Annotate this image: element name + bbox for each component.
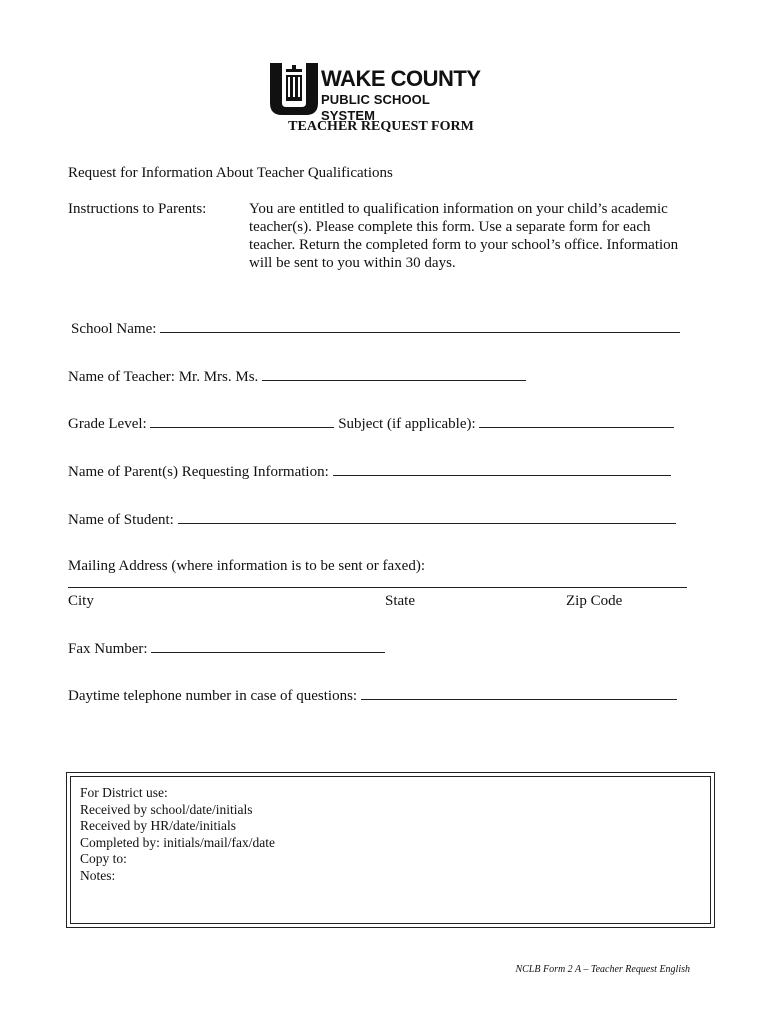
district-use-text [80,785,275,884]
district-use-line-5: Notes: [80,867,116,883]
school-name-field[interactable] [160,318,680,333]
student-name-label: Name of Student: [68,512,174,528]
instructions-label: Instructions to Parents: [68,201,207,217]
fax-field[interactable] [151,638,385,653]
fax-label: Fax Number: [68,641,148,657]
state-label: State [385,593,415,609]
mailing-address-field[interactable] [68,587,687,588]
district-use-line-1: Received by school/date/initials [80,801,253,817]
parent-name-row [68,461,671,481]
footer-form-id: NCLB Form 2 A – Teacher Request English [515,964,690,975]
school-name-row [71,318,680,338]
subject-field[interactable] [479,413,674,428]
district-use-line-3: Completed by: initials/mail/fax/date [80,834,275,850]
district-use-line-4: Copy to: [80,851,127,866]
teacher-name-row [68,366,526,386]
phone-label: Daytime telephone number in case of questions: [68,688,358,704]
subject-label: Subject (if applicable): [338,416,476,432]
logo-line-1: WAKE COUNTY [321,66,481,91]
phone-row [68,685,677,705]
zip-label: Zip Code [566,593,623,609]
district-use-line-2: Received by HR/date/initials [80,818,236,833]
school-name-label: School Name: [71,321,157,337]
grade-subject-row [68,413,674,433]
logo-line-2: PUBLIC SCHOOL SYSTEM [321,92,430,123]
district-use-inner-border [70,776,711,924]
fax-row [68,638,385,658]
form-subtitle: Request for Information About Teacher Qualifications [68,165,393,181]
grade-level-label: Grade Level: [68,416,147,432]
district-use-heading: For District use: [80,785,168,800]
city-label: City [68,593,94,609]
form-title: TEACHER REQUEST FORM [288,119,474,134]
district-use-box [66,772,715,928]
student-name-field[interactable] [178,509,676,524]
instructions-text: You are entitled to qualification information on your child’s academic teacher(s). Please complete this form. Use a separate form for each teacher. Return the completed form to your school’s office. Information will be sent to you within 30 days. [249,201,679,271]
parent-name-field[interactable] [333,461,671,476]
teacher-name-label: Name of Teacher: Mr. Mrs. Ms. [68,369,259,385]
mailing-address-label: Mailing Address (where information is to be sent or faxed): [68,558,425,574]
student-name-row [68,509,676,529]
school-building-logo-icon [270,63,318,115]
phone-field[interactable] [361,685,677,700]
grade-level-field[interactable] [150,413,334,428]
parent-name-label: Name of Parent(s) Requesting Information: [68,464,329,480]
teacher-name-field[interactable] [262,366,526,381]
wcpss-logo [270,63,486,123]
